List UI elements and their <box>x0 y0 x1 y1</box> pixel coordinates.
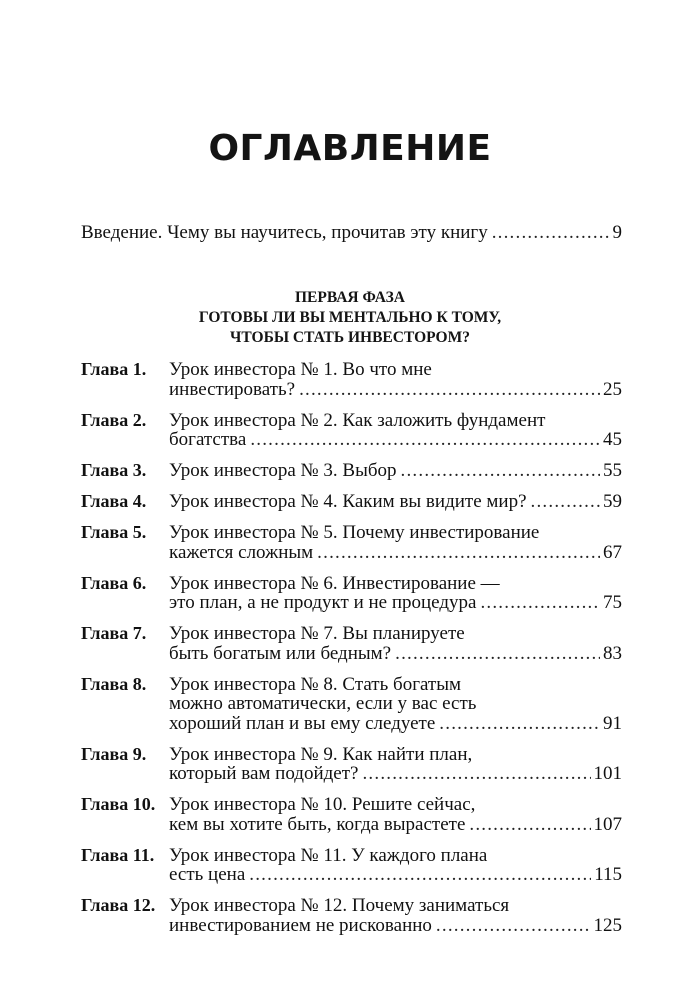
chapter-title-line: хороший план и вы ему следуете <box>169 712 436 734</box>
leader-dots <box>299 380 600 400</box>
chapter-title <box>169 574 622 613</box>
chapter-title-line: это план, а не продукт и не процедура <box>169 592 477 613</box>
leader-dots <box>480 593 600 613</box>
page-number: 25 <box>603 378 622 400</box>
toc-entry-chapter-2 <box>81 411 622 450</box>
chapter-title-line: богатства <box>169 429 247 450</box>
toc-entry-chapter-5 <box>81 523 622 562</box>
toc-entry-chapter-4 <box>81 492 622 512</box>
chapter-title-line-last <box>169 714 622 734</box>
toc-entry-chapter-7 <box>81 624 622 663</box>
chapter-title <box>169 492 622 512</box>
chapter-title-line: можно автоматически, если у вас есть <box>169 693 477 714</box>
phase-line: ПЕРВАЯ ФАЗА <box>294 289 405 306</box>
chapter-title-line: инвестированием не рискованно <box>169 914 432 936</box>
chapter-label: Глава 9. <box>81 743 147 764</box>
page-number: 91 <box>603 712 622 734</box>
toc-entry-chapter-10 <box>81 795 622 834</box>
leader-dots <box>395 644 600 664</box>
page-number: 125 <box>593 914 622 936</box>
leader-dots <box>317 543 600 563</box>
toc-entry-chapter-9 <box>81 745 622 784</box>
page-number: 83 <box>603 642 622 664</box>
chapter-label: Глава 12. <box>81 895 156 915</box>
leader-dots <box>436 916 591 936</box>
chapter-title-line: кем вы хотите быть, когда вырастете <box>169 813 466 835</box>
toc-entry-chapter-3 <box>81 461 622 481</box>
chapter-title <box>169 896 622 935</box>
chapter-title-line-last <box>169 380 622 400</box>
chapter-title-line-last <box>169 865 622 885</box>
chapter-title-line: Урок инвестора № 3. Выбор <box>169 460 397 481</box>
chapter-title-line-last <box>169 492 622 512</box>
chapter-title <box>169 360 622 399</box>
toc-entry-intro <box>81 222 622 244</box>
chapter-title-line-last <box>169 764 622 784</box>
chapter-title-line: Урок инвестора № 6. Инвестирование — <box>169 572 500 594</box>
chapter-title-line-last <box>169 430 622 450</box>
chapter-title <box>169 675 622 734</box>
chapter-title-line: Урок инвестора № 1. Во что мне <box>169 359 432 380</box>
chapter-title-line: быть богатым или бедным? <box>169 642 392 664</box>
toc-entry-text: Введение. Чему вы научитесь, прочитав эту книгу <box>81 222 488 243</box>
chapter-title-line: есть цена <box>169 864 246 885</box>
leader-dots <box>401 461 600 481</box>
chapter-title-line: Урок инвестора № 11. У каждого плана <box>169 844 488 866</box>
chapter-title-line: Урок инвестора № 7. Вы планируете <box>169 623 465 644</box>
chapter-title-line: Урок инвестора № 10. Решите сейчас, <box>169 794 476 815</box>
chapter-title <box>169 846 622 885</box>
chapter-title <box>169 745 622 784</box>
toc-entry-chapter-1 <box>81 360 622 399</box>
chapter-title <box>169 523 622 562</box>
chapter-title-line: Урок инвестора № 5. Почему инвестирование <box>169 522 540 543</box>
chapter-title-line-last <box>169 593 622 613</box>
chapter-label: Глава 2. <box>81 409 147 430</box>
chapter-title-line-last <box>169 916 622 936</box>
chapter-title <box>169 624 622 663</box>
page-number: 101 <box>593 763 622 784</box>
page-number: 9 <box>612 222 622 243</box>
chapter-label: Глава 1. <box>81 359 147 379</box>
chapter-title-line: кажется сложным <box>169 541 314 563</box>
page-number: 45 <box>603 429 622 450</box>
chapter-title <box>169 795 622 834</box>
page-number: 55 <box>603 460 622 481</box>
leader-dots <box>439 714 600 734</box>
leader-dots <box>492 222 610 244</box>
leader-dots <box>249 865 591 885</box>
chapter-label: Глава 3. <box>81 460 147 480</box>
chapter-label: Глава 11. <box>81 844 155 865</box>
chapter-list <box>81 360 622 947</box>
chapter-title-line: Урок инвестора № 4. Каким вы видите мир? <box>169 491 527 512</box>
chapter-label: Глава 10. <box>81 794 156 814</box>
page-number: 75 <box>603 592 622 613</box>
chapter-title-line: Урок инвестора № 9. Как найти план, <box>169 743 473 765</box>
page-number: 107 <box>593 813 622 835</box>
chapter-label: Глава 4. <box>81 491 147 511</box>
toc-entry-chapter-12 <box>81 896 622 935</box>
chapter-title <box>169 461 622 481</box>
chapter-label: Глава 6. <box>81 572 147 593</box>
leader-dots <box>531 492 600 512</box>
chapter-label: Глава 7. <box>81 623 147 643</box>
leader-dots <box>469 815 590 835</box>
page-title: ОГЛАВЛЕНИЕ <box>208 128 492 169</box>
leader-dots <box>250 430 600 450</box>
chapter-title-line-last <box>169 815 622 835</box>
toc-entry-chapter-8 <box>81 675 622 734</box>
page-number: 67 <box>603 541 622 563</box>
toc-entry-chapter-6 <box>81 574 622 613</box>
chapter-label: Глава 8. <box>81 673 147 694</box>
chapter-label: Глава 5. <box>81 522 147 542</box>
phase-line: ЧТОБЫ СТАТЬ ИНВЕСТОРОМ? <box>230 329 470 346</box>
toc-entry-chapter-11 <box>81 846 622 885</box>
chapter-title-line: который вам подойдет? <box>169 763 359 784</box>
page-number: 59 <box>603 491 622 512</box>
page-number: 115 <box>594 864 622 885</box>
chapter-title-line-last <box>169 644 622 664</box>
chapter-title-line: Урок инвестора № 12. Почему заниматься <box>169 895 510 916</box>
chapter-title-line-last <box>169 543 622 563</box>
chapter-title-line: инвестировать? <box>169 378 296 400</box>
chapter-title <box>169 411 622 450</box>
chapter-title-line-last <box>169 461 622 481</box>
leader-dots <box>362 764 590 784</box>
chapter-title-line: Урок инвестора № 2. Как заложить фундамент <box>169 409 546 431</box>
phase-heading <box>0 288 700 348</box>
phase-line: ГОТОВЫ ЛИ ВЫ МЕНТАЛЬНО К ТОМУ, <box>198 309 502 326</box>
chapter-title-line: Урок инвестора № 8. Стать богатым <box>169 673 462 695</box>
